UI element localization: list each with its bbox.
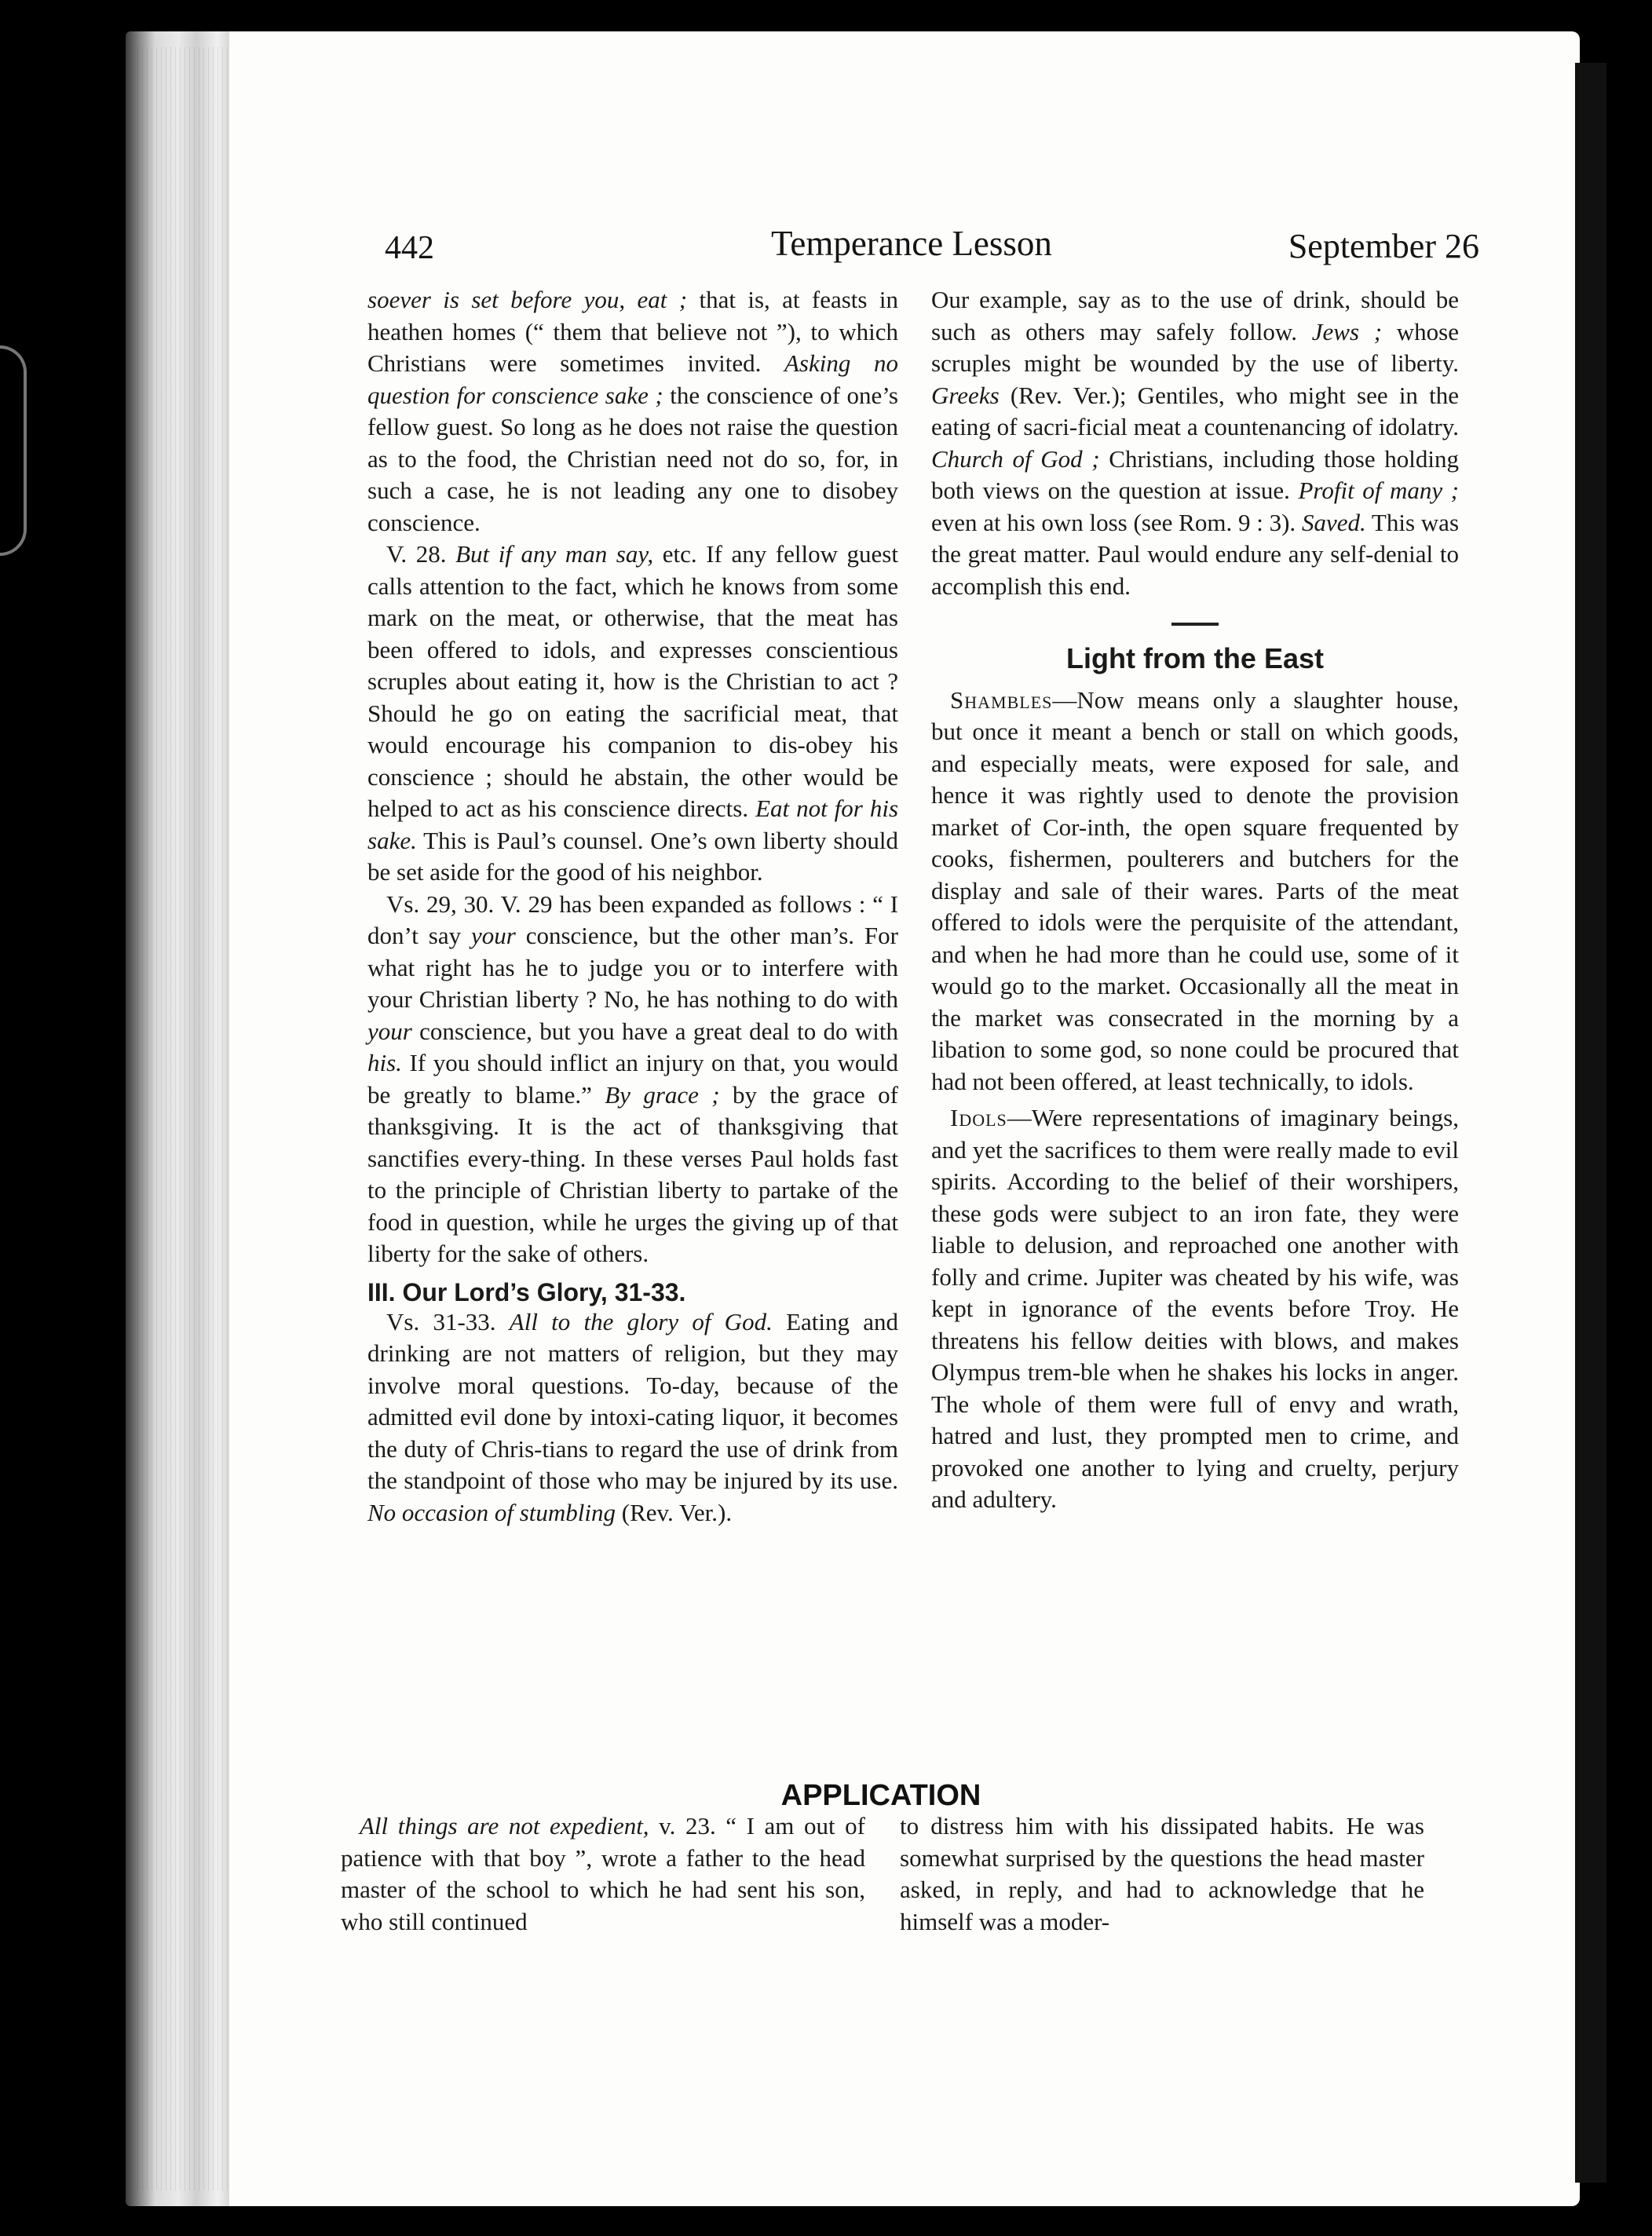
running-date: September 26 (1288, 227, 1479, 265)
italic-phrase: Church of God ; (931, 444, 1100, 473)
italic-phrase: your (367, 1017, 412, 1045)
italic-phrase: your (471, 922, 516, 949)
italic-phrase: Profit of many ; (1298, 477, 1459, 504)
glossary-term: Shambles (950, 685, 1053, 714)
paragraph-idols (931, 1102, 1459, 1516)
text-run: If you should inflict an injury on that, you would be greatly to blame.” (367, 1049, 898, 1109)
glossary-term: Idols (950, 1104, 1007, 1131)
italic-phrase: By grace ; (605, 1080, 720, 1109)
verse-ref: V. 28. (386, 540, 456, 568)
application-left-column (341, 1810, 865, 1938)
text-run: by the grace of thanksgiving. It is the act of thanksgiving that sanctifies every-thing. In these verses Paul holds fast to the principle of Christian liberty to partake of the food in question, while he urges the giving up of that liberty for the sake of others. (367, 1080, 898, 1267)
paragraph (367, 889, 898, 1270)
text-run: —Were representations of imaginary beings, and yet the sacrifices to them were really made to evil spirits. According to the belief of their worshipers, these gods were subject to an iron fate, they were liable to delusion, and reproached one another with folly and crime. Jupiter was cheated by his wife, was kept in ignorance of the events before Troy. He threatens his fellow deities with blows, and makes Olympus trem-ble when he shakes his locks in anger. The whole of them were full of envy and wrath, hatred and lust, they prompted men to crime, and provoked one another to lying and cruelty, perjury and adultery. (931, 1104, 1459, 1513)
paragraph (341, 1810, 865, 1938)
text-run: Christians, including those holding both views on the question at issue. (931, 444, 1459, 504)
text-run: v. 23. “ I am out of patience with that boy ”, wrote a father to the head master of the school to which he had sent his son, who still continued (341, 1812, 865, 1935)
italic-phrase: Saved. (1301, 508, 1366, 536)
italic-phrase: Jews ; (1311, 317, 1383, 345)
text-run: This is Paul’s counsel. One’s own liberty should be set aside for the good of his neighbor. (367, 826, 898, 886)
italic-phrase: soever is set before you, eat ; (367, 286, 688, 313)
italic-phrase: his. (367, 1049, 402, 1076)
application-heading: APPLICATION (780, 1779, 981, 1812)
paragraph (931, 284, 1459, 602)
italic-phrase: Greeks (931, 381, 1000, 409)
text-run: conscience, but the other man’s. For what right has he to judge you or to interfere with your Christian liberty ? No, he has nothing to do with (367, 922, 898, 1013)
text-run: etc. If any fellow guest calls attention to the fact, which he knows from some mark on the meat, or otherwise, that the meat has been offered to idols, and expresses conscientious scruples about eating it, how is the Christian to act ? Should he go on eating the sacrificial meat, that would encourage his companion to dis-obey his conscience ; should he abstain, the other would be helped to act as his conscience directs. (367, 540, 898, 822)
book-page-edge-lines (137, 47, 232, 2190)
italic-phrase: All to the glory of God. (509, 1307, 773, 1335)
verse-ref: Vs. 31-33. (386, 1307, 510, 1335)
text-run: conscience, but you have a great deal to do with (411, 1017, 898, 1045)
running-title: Temperance Lesson (771, 224, 1052, 263)
italic-phrase: Asking no question for conscience sake ; (367, 349, 899, 409)
application-right-column (900, 1810, 1424, 1938)
paragraph-shambles (931, 685, 1459, 1098)
section-heading: III. Our Lord’s Glory, 31-33. (367, 1277, 686, 1306)
left-column (367, 284, 898, 1529)
italic-phrase: No occasion of stumbling (367, 1498, 616, 1526)
text-run: Vs. 29, 30. V. 29 has been expanded as follows : “ I don’t say (367, 890, 898, 949)
page-number: 442 (385, 230, 434, 266)
facing-page-edge (1575, 63, 1606, 2183)
text-run: (Rev. Ver.); Gentiles, who might see in the eating of sacri-ficial meat a countenancing of idolatry. (931, 381, 1459, 440)
text-run: the conscience of one’s fellow guest. So long as he does not raise the question as to the food, the Christian need not do so, for, in such a case, he is not leading any one to disobey conscience. (367, 381, 898, 536)
italic-phrase: But if any man say, (455, 540, 654, 568)
section-divider (1171, 623, 1219, 626)
text-run: whose scruples might be wounded by the use of liberty. (931, 317, 1459, 377)
text-run: This was the great matter. Paul would endure any self-denial to accomplish this end. (931, 508, 1460, 600)
text-run: —Now means only a slaughter house, but once it meant a bench or stall on which goods, and especially meats, were exposed for sale, and hence it was rightly used to denote the provision market of Cor-inth, the open square frequented by cooks, fishermen, poulterers and butchers for the display and sale of their wares. Parts of the meat offered to idols were the perquisite of the attendant, and when he had more than he could use, some of it would go to the market. Occasionally all the meat in the market was consecrated in the morning by a libation to some god, so none could be procured that had not been offered, at least technically, to idols. (931, 685, 1459, 1095)
text-run: even at his own loss (see Rom. 9 : 3). (931, 508, 1302, 536)
paragraph (367, 1306, 898, 1529)
text-run: Eating and drinking are not matters of religion, but they may involve moral questions. To-day, because of the admitted evil done by intoxi-cating liquor, it becomes the duty of Chris-tians to regard the use of drink from the standpoint of those who may be injured by its use. (367, 1307, 898, 1494)
italic-phrase: All things are not expedient, (360, 1812, 649, 1840)
text-run: that is, at feasts in heathen homes (“ them that believe not ”), to which Christians were sometimes invited. (367, 286, 898, 377)
italic-phrase: Eat not for his sake. (367, 795, 899, 854)
text-run: (Rev. Ver.). (616, 1498, 733, 1526)
paragraph: to distress him with his dissipated habits. He was somewhat surprised by the questions the head master asked, in reply, and had to acknowledge that he himself was a moder- (900, 1812, 1424, 1935)
scan-margin-mark (0, 345, 27, 556)
paragraph (367, 284, 898, 539)
right-column (931, 284, 1459, 1516)
paragraph (367, 539, 898, 889)
section-heading-light-from-the-east: Light from the East (1065, 642, 1324, 674)
running-head (385, 223, 1479, 270)
text-run: Our example, say as to the use of drink, should be such as others may safely follow. (931, 286, 1459, 345)
